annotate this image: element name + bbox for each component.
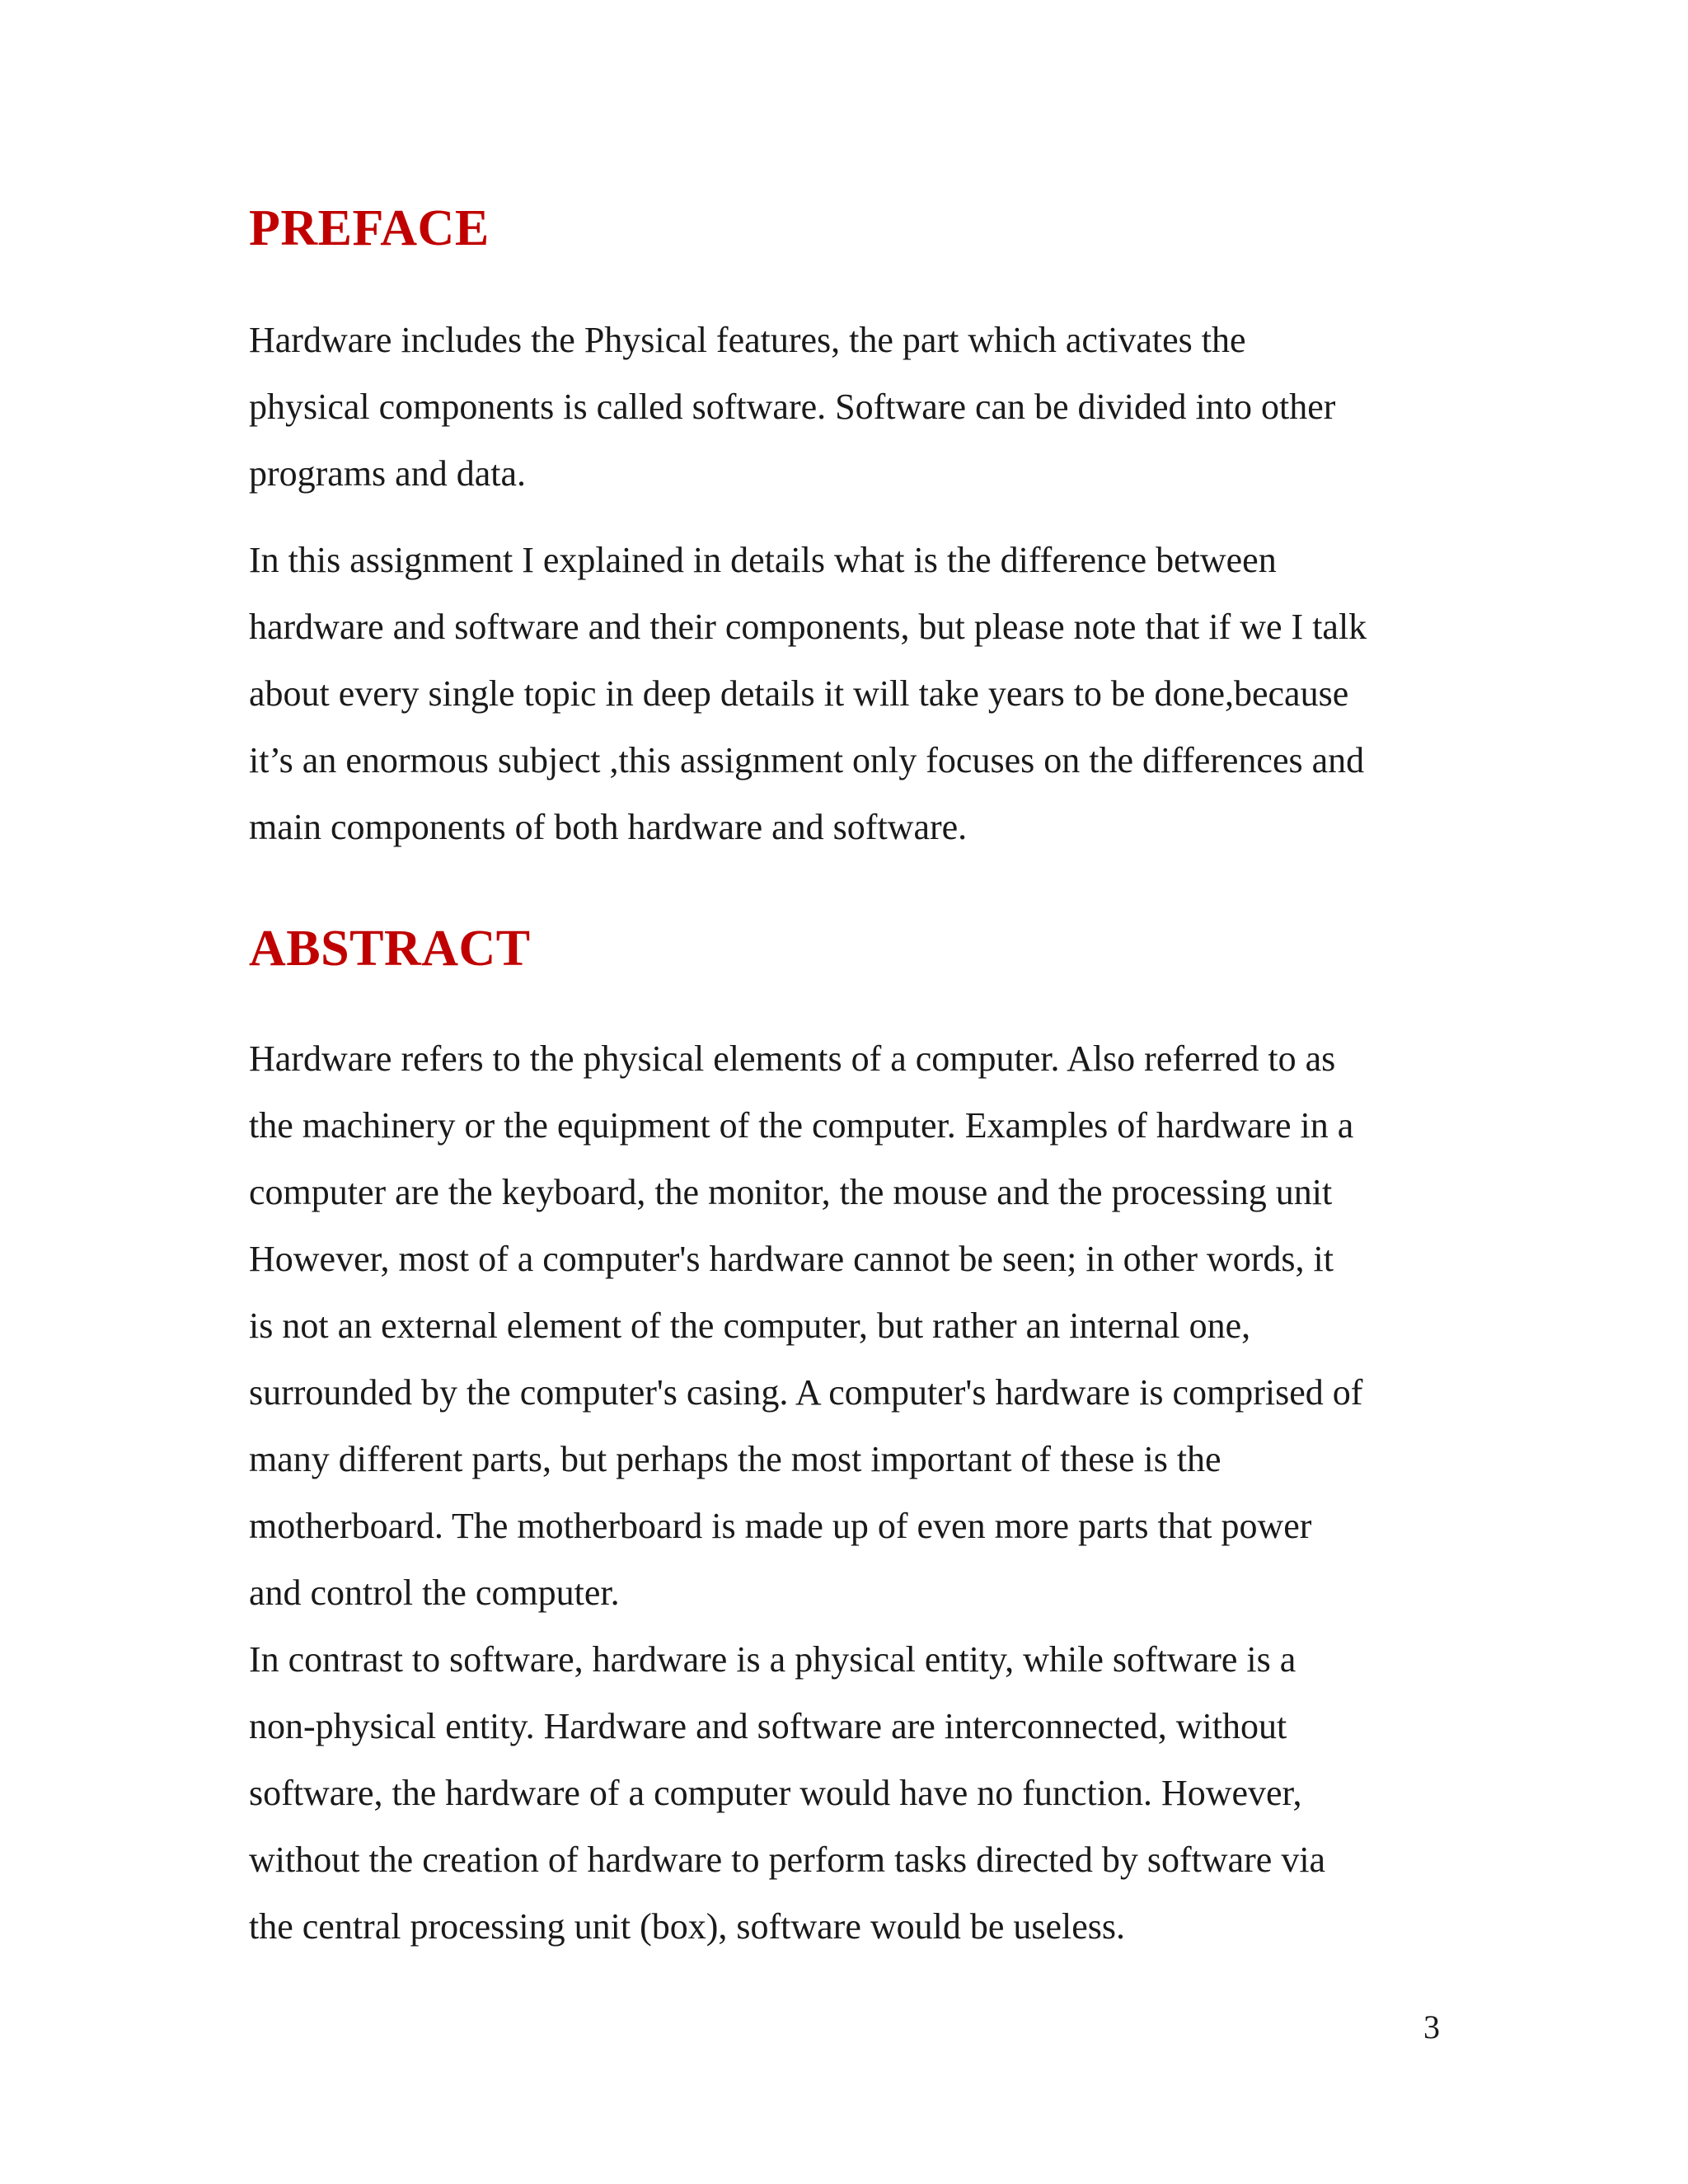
text-line: is not an external element of the computer, but rather an internal one, bbox=[249, 1305, 1251, 1346]
text-line: computer are the keyboard, the monitor, the mouse and the processing unit bbox=[249, 1172, 1333, 1212]
text-line: hardware and software and their components, but please note that if we I talk bbox=[249, 607, 1367, 647]
page-number: 3 bbox=[1423, 2008, 1440, 2046]
text-line: In this assignment I explained in details what is the difference between bbox=[249, 540, 1277, 580]
text-line: Hardware refers to the physical elements of a computer. Also referred to as bbox=[249, 1038, 1336, 1079]
text-line: Hardware includes the Physical features, the part which activates the bbox=[249, 320, 1246, 360]
text-line: motherboard. The motherboard is made up of even more parts that power bbox=[249, 1506, 1312, 1546]
text-line: about every single topic in deep details it will take years to be done,because bbox=[249, 673, 1349, 714]
text-line: the central processing unit (box), software would be useless. bbox=[249, 1906, 1126, 1947]
text-line: it’s an enormous subject ,this assignment only focuses on the differences and bbox=[249, 740, 1365, 780]
text-line: non-physical entity. Hardware and software are interconnected, without bbox=[249, 1706, 1287, 1746]
preface-heading: PREFACE bbox=[249, 200, 490, 256]
text-line: many different parts, but perhaps the most important of these is the bbox=[249, 1439, 1221, 1479]
abstract-heading: ABSTRACT bbox=[249, 921, 531, 977]
preface-paragraph-1 bbox=[249, 307, 1452, 507]
abstract-paragraph bbox=[249, 1025, 1452, 1960]
text-line: without the creation of hardware to perform tasks directed by software via bbox=[249, 1840, 1326, 1880]
text-line: the machinery or the equipment of the computer. Examples of hardware in a bbox=[249, 1105, 1354, 1146]
text-line: main components of both hardware and software. bbox=[249, 807, 968, 847]
text-line: and control the computer. bbox=[249, 1572, 620, 1613]
text-line: physical components is called software. Software can be divided into other bbox=[249, 387, 1336, 427]
page-content bbox=[249, 191, 1452, 1960]
text-line: software, the hardware of a computer would have no function. However, bbox=[249, 1773, 1302, 1813]
preface-paragraph-2 bbox=[249, 527, 1452, 860]
text-line: surrounded by the computer's casing. A computer's hardware is comprised of bbox=[249, 1372, 1363, 1413]
text-line: programs and data. bbox=[249, 453, 526, 494]
text-line: In contrast to software, hardware is a physical entity, while software is a bbox=[249, 1639, 1296, 1680]
text-line: However, most of a computer's hardware cannot be seen; in other words, it bbox=[249, 1239, 1334, 1279]
